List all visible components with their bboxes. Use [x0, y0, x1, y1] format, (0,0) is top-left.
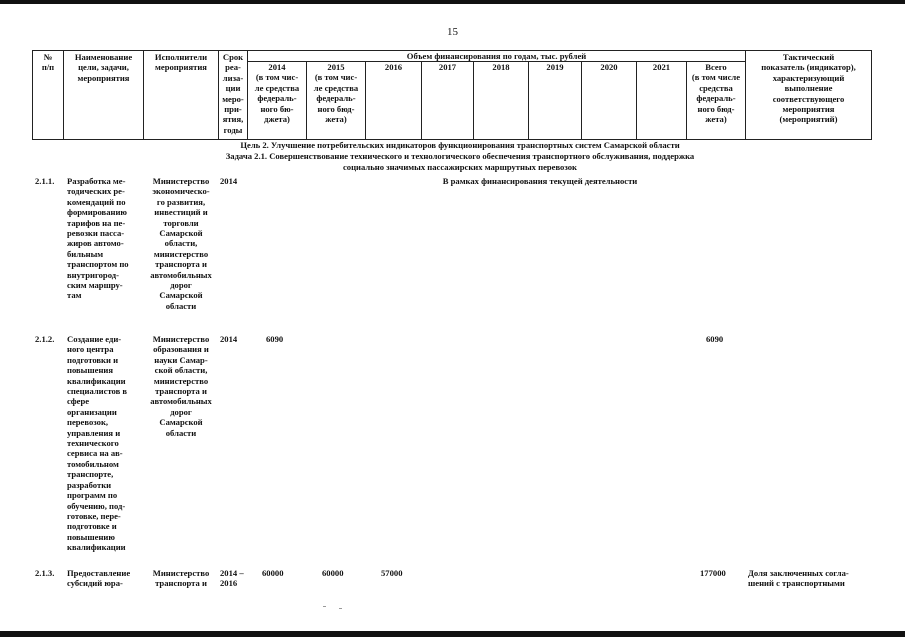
- row-2-1-3-value-2014: 60000: [262, 568, 284, 578]
- header-name: Наименование цели, задачи, мероприятия: [74, 52, 133, 83]
- row-2-1-2-num: 2.1.2.: [35, 334, 55, 344]
- col-rule-11: [636, 61, 637, 139]
- row-2-1-1-num: 2.1.1.: [35, 176, 55, 186]
- col-rule-7: [421, 61, 422, 139]
- row-2-1-1-name: Разработка ме- тодических ре- комендаций по формированию тарифов на пе- ревозки пасса- жиров автомо- бильным транспортом по внутригород- ским маршру- там: [67, 176, 129, 301]
- task-caption-line2: социально значимых пассажирских маршрутных перевозок: [342, 162, 578, 172]
- row-2-1-3-num: 2.1.3.: [35, 568, 55, 578]
- row-2-1-2-name: Создание еди- ного центра подготовки и повышения квалификации специалистов в сфере организации перевозок, управления и технического сервиса на ав- томобильном транспорте, разработки программ по обучению, под- готовке, пере- подготовке и повышению квалификации: [67, 334, 128, 553]
- col-rule-10: [581, 61, 582, 139]
- row-2-1-2-period: 2014: [220, 334, 238, 344]
- header-year-2018: 2018: [492, 62, 510, 72]
- row-2-1-2-value-2014: 6090: [266, 334, 284, 344]
- header-year-2015: 2015 (в том чис- ле средства федераль- ного бюд- жета): [313, 62, 359, 125]
- header-executor: Исполнители мероприятия: [154, 52, 208, 73]
- header-year-2019: 2019: [546, 62, 564, 72]
- row-2-1-3-value-2015: 60000: [322, 568, 344, 578]
- header-year-2021: 2021: [652, 62, 671, 72]
- row-2-1-3-indicator: Доля заключенных согла- шений с транспортными: [748, 568, 849, 589]
- col-rule-9: [528, 61, 529, 139]
- row-2-1-2-total: 6090: [706, 334, 724, 344]
- row-2-1-2-executor: Министерство образования и науки Самар- ской области, министерство транспорта и автомобильных дорог Самарской области: [150, 334, 212, 438]
- header-year-2014: 2014 (в том чис- ле средства федераль- ного бю- джета): [254, 62, 300, 125]
- col-rule-8: [473, 61, 474, 139]
- row-2-1-3-total: 177000: [700, 568, 726, 578]
- row-2-1-3-name: Предоставление субсидий юра-: [67, 568, 131, 589]
- header-total: Всего (в том числе средства федераль- ного бюд- жета): [691, 62, 741, 125]
- header-year-2020: 2020: [600, 62, 618, 72]
- header-period: Срок реа- лиза- ции меро- при- ятия, годы: [222, 52, 244, 135]
- col-rule-6: [365, 61, 366, 139]
- header-funding: Объем финансирования по годам, тыс. рублей: [406, 51, 587, 61]
- row-2-1-1-executor: Министерство экономическо- го развития, инвестиций и торговли Самарской области, министерство транспорта и автомобильных дорог Самарской области: [150, 176, 212, 311]
- row-2-1-1-funding-note: В рамках финансирования текущей деятельности: [442, 176, 638, 186]
- header-year-2016: 2016: [384, 62, 403, 72]
- row-2-1-1-period: 2014: [220, 176, 238, 186]
- goal-caption: Цель 2. Улучшение потребительских индикаторов функционирования транспортных систем Самарской области: [240, 140, 680, 150]
- scan-speck: [339, 608, 342, 609]
- row-2-1-3-value-2016: 57000: [381, 568, 403, 578]
- row-2-1-3-executor: Министерство транспорта и: [152, 568, 210, 589]
- header-year-2017: 2017: [438, 62, 457, 72]
- row-2-1-3-period: 2014 – 2016: [220, 568, 244, 589]
- header-indicator: Тактический показатель (индикатор), характеризующий выполнение соответствующего мероприятия (мероприятий): [761, 52, 856, 125]
- page-number: 15: [447, 26, 458, 38]
- top-border: [0, 0, 905, 4]
- col-rule-14: [871, 50, 872, 139]
- scan-speck: [323, 606, 326, 607]
- bottom-border: [0, 631, 905, 637]
- task-caption-line1: Задача 2.1. Совершенствование технического и технологического обеспечения транспортного обслуживания, поддержка: [225, 151, 695, 161]
- header-num: № п/п: [41, 52, 55, 73]
